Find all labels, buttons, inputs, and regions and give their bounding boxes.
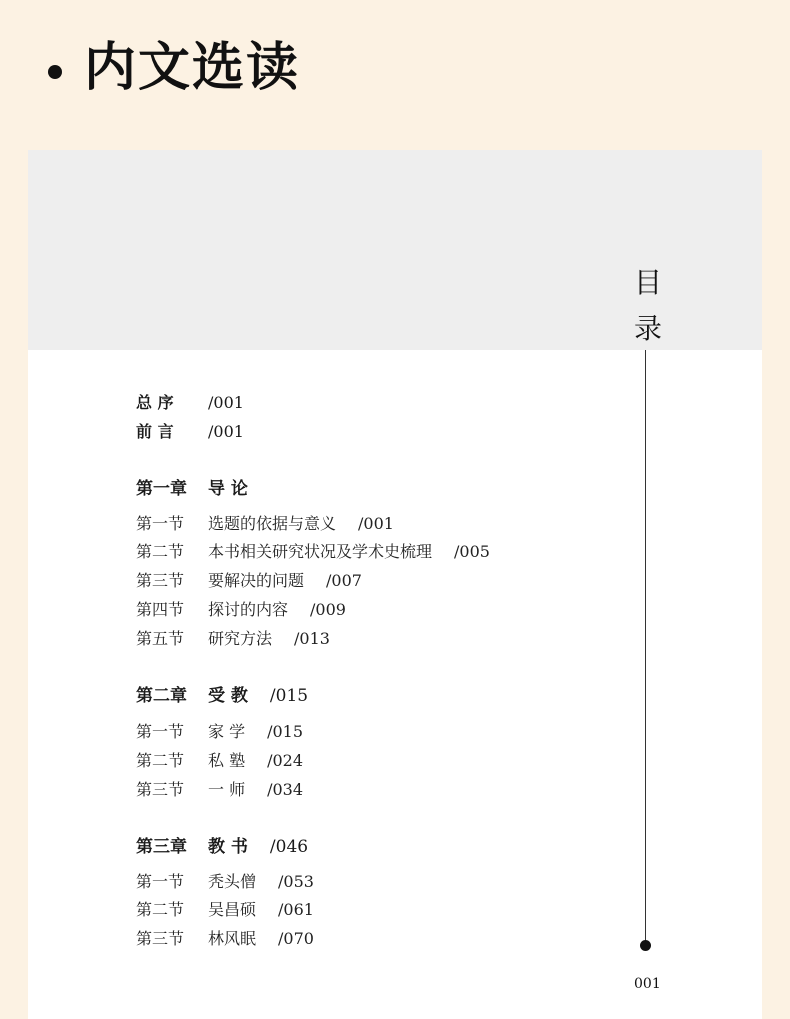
section-page: /009	[310, 600, 346, 619]
page-number: 001	[634, 976, 661, 992]
toc-entry-foreword[interactable]	[136, 422, 244, 442]
toc-section[interactable]	[136, 600, 346, 620]
section-label: 第一节	[136, 872, 185, 891]
toc-chapter[interactable]	[136, 837, 308, 857]
toc-section[interactable]	[136, 571, 362, 591]
timeline-dot	[640, 940, 651, 951]
section-label: 第五节	[136, 629, 185, 648]
chapter-title: 受 教	[208, 686, 248, 706]
section-label: 第三节	[136, 780, 185, 799]
section-title: 吴昌硕	[208, 900, 257, 919]
section-page: /007	[326, 571, 362, 590]
section-page: /024	[267, 751, 304, 770]
toc-section[interactable]	[136, 722, 303, 742]
timeline-line	[645, 350, 646, 946]
section-label: 第二节	[136, 900, 185, 919]
section-page: /013	[294, 629, 330, 648]
section-title: 私 塾	[208, 751, 246, 770]
section-label: 第四节	[136, 600, 185, 619]
toc-section[interactable]	[136, 629, 330, 649]
chapter-page: /015	[269, 686, 309, 706]
toc-entry-preface[interactable]	[136, 393, 244, 413]
entry-label: 总 序	[136, 393, 174, 412]
section-label: 第三节	[136, 571, 185, 590]
book-page	[28, 150, 762, 1019]
toc-section[interactable]	[136, 872, 314, 892]
toc-section[interactable]	[136, 900, 314, 920]
section-title: 家 学	[208, 722, 246, 741]
toc-heading	[632, 260, 664, 352]
toc-chapter[interactable]	[136, 479, 248, 499]
entry-label: 前 言	[136, 422, 174, 441]
section-title: 探讨的内容	[208, 600, 289, 619]
entry-page: /001	[208, 393, 244, 412]
chapter-page: /046	[269, 837, 309, 857]
section-page: /001	[358, 514, 394, 533]
toc-section[interactable]	[136, 542, 490, 562]
toc-heading-char: 录	[633, 312, 662, 345]
section-page: /015	[267, 722, 304, 741]
chapter-title: 导 论	[208, 479, 248, 499]
section-page: /034	[267, 780, 304, 799]
chapter-label: 第一章	[136, 479, 187, 499]
toc-chapter[interactable]	[136, 686, 308, 706]
section-title: 林风眠	[208, 929, 257, 948]
toc-heading-char: 目	[633, 266, 662, 299]
section-page: /005	[454, 542, 490, 561]
section-label: 第二节	[136, 542, 185, 561]
entry-page: /001	[208, 422, 244, 441]
section-page: /053	[278, 872, 314, 891]
header	[0, 0, 790, 150]
chapter-label: 第三章	[136, 837, 187, 857]
toc-section[interactable]	[136, 929, 314, 949]
toc-section[interactable]	[136, 780, 303, 800]
section-page: /061	[278, 900, 314, 919]
section-label: 第二节	[136, 751, 185, 770]
bullet-dot	[48, 65, 62, 79]
toc-section[interactable]	[136, 751, 303, 771]
section-label: 第一节	[136, 722, 185, 741]
section-title: 秃头僧	[208, 872, 257, 891]
section-title: 本书相关研究状况及学术史梳理	[208, 542, 433, 561]
toc-section[interactable]	[136, 514, 394, 534]
chapter-label: 第二章	[136, 686, 187, 706]
section-title: 一 师	[208, 780, 246, 799]
section-label: 第一节	[136, 514, 185, 533]
section-title: 要解决的问题	[208, 571, 305, 590]
page-title: 内文选读	[84, 37, 301, 98]
section-title: 选题的依据与意义	[208, 514, 337, 533]
chapter-title: 教 书	[208, 837, 248, 857]
section-title: 研究方法	[208, 629, 273, 648]
section-label: 第三节	[136, 929, 185, 948]
section-page: /070	[278, 929, 314, 948]
